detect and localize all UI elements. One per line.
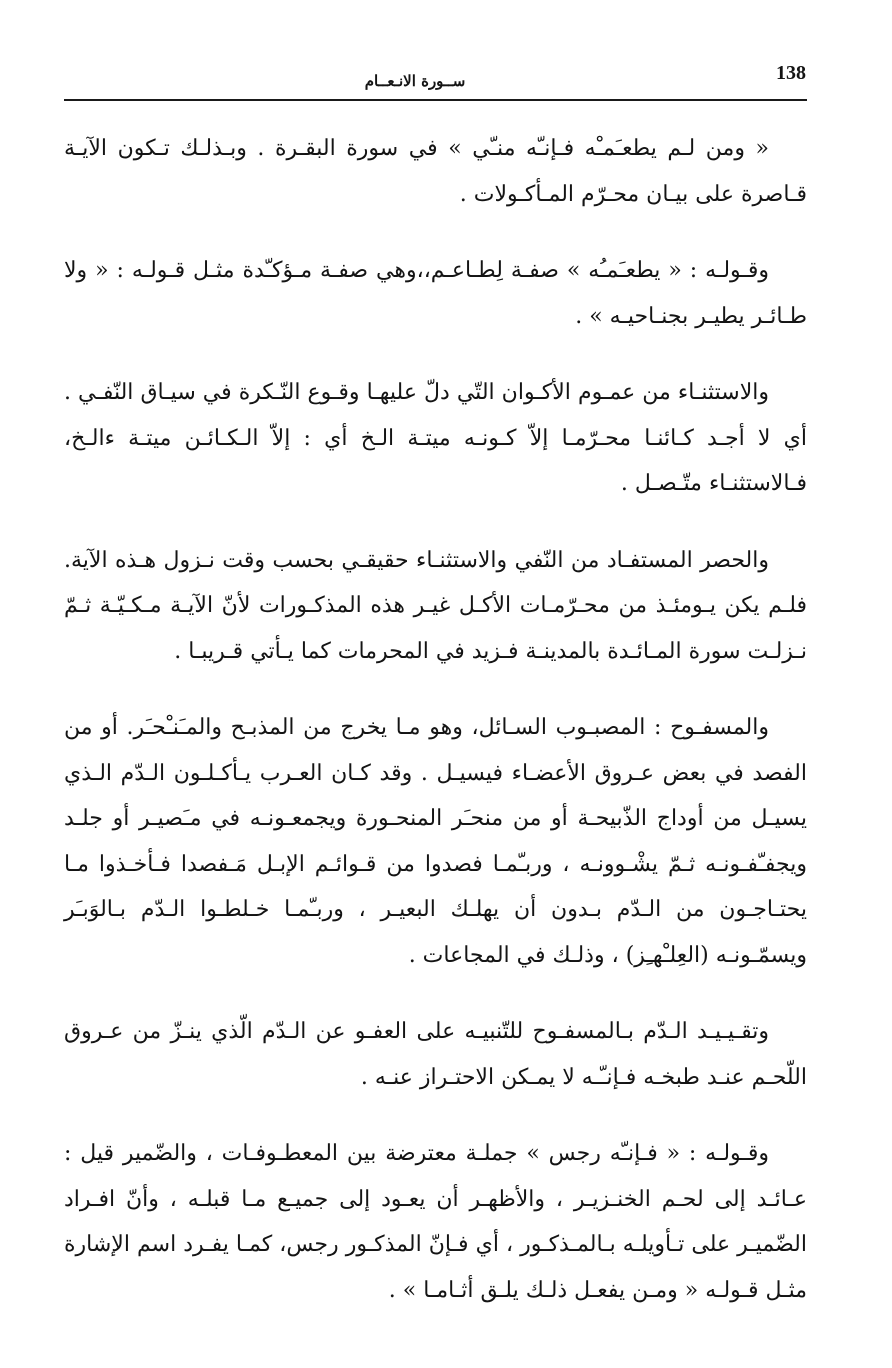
running-title: ســورة الانـعــام <box>364 72 466 90</box>
paragraph-1: « ومن لـم يطعـَمـْه فـإنـّه منـّي » في سورة البقـرة . وبـذلـك تـكون الآيـة قـاصرة على بيـان محـرّم المـأكـولات . <box>64 136 807 207</box>
paragraph-4: والحصر المستفـاد من النّفي والاستثنـاء حقيقـي بحسب وقت نـزول هـذه الآية. فلـم يكن يـومئـذ من محـرّمـات الأكـل غيـر هذه المذكـورات لأنّ الآيـة مـكـيّـة ثـمّ نـزلـت سورة المـائـدة بالمدينـة فـزيد في المحرمات كما يـأتي قـريبـا . <box>64 547 807 664</box>
paragraph-2: وقـولـه : « يطعـَمـُه » صفـة لِطـاعـم،،وهي صفـة مـؤكـّدة مثـل قـولـه : « ولا طـائـر يطيـر بجنـاحيـه » . <box>64 258 807 329</box>
body-text <box>64 126 807 1344</box>
paragraph-5: والمسفـوح : المصبـوب السـائل، وهو مـا يخرج من المذبـح والمـَنـْحـَر. أو من الفصد في بعض عـروق الأعضـاء فيسيـل . وقد كـان العـرب يـأكـلـون الـدّم الـذي يسيـل من أوداج الذّبيحـة أو من منحـَر المنحـورة ويجمعـونـه في مـَصيـر أو جلـد ويجفـّفـونـه ثـمّ يشْـوونـه ، وربـّمـا فصدوا من قـوائـم الإبـل مَـفصدا فـأخـذوا مـا يحتـاجـون من الـدّم بـدون أن يهلـك البعيـر ، وربـّمـا خـلطـوا الـدّم بـالوَبـَر ويسمّـونـه (العِلـْهـِز) ، وذلـك في المجاعات . <box>64 715 807 968</box>
paragraph-6: وتقـيـيـد الـدّم بـالمسفـوح للتّنبيـه على العفـو عن الـدّم الّذي ينـزّ من عـروق اللّحـم عنـد طبخـه فـإنـّـه لا يمـكن الاحتـراز عنـه . <box>64 1019 807 1090</box>
paragraph-7: وقـولـه : « فـإنـّه رجس » جملـة معترضة بين المعطـوفـات ، والضّمير قيل : عـائـد إلى لحـم الخنـزيـر ، والأظهـر أن يعـود إلى جميـع مـا قبلـه ، وأنّ افـراد الضّميـر على تـأويلـه بـالمـذكـور ، أي فـإنّ المذكـور رجس، كمـا يفـرد اسم الإشارة مثـل قـولـه « ومـن يفعـل ذلـك يلـق أثـامـا » . <box>64 1141 807 1303</box>
header-rule <box>64 99 807 101</box>
page-number: 138 <box>776 62 806 84</box>
paragraph-3: والاستثنـاء من عمـوم الأكـوان التّي دلّ عليهـا وقـوع النّـكرة في سيـاق النّفـي . أي لا أجـد كـائنـا محـرّمـا إلاّ كـونـه ميتـة الـخ أي : إلاّ الـكـائـن ميتـة ءالـخ، فـالاستثنـاء متّـصـل . <box>64 380 807 496</box>
